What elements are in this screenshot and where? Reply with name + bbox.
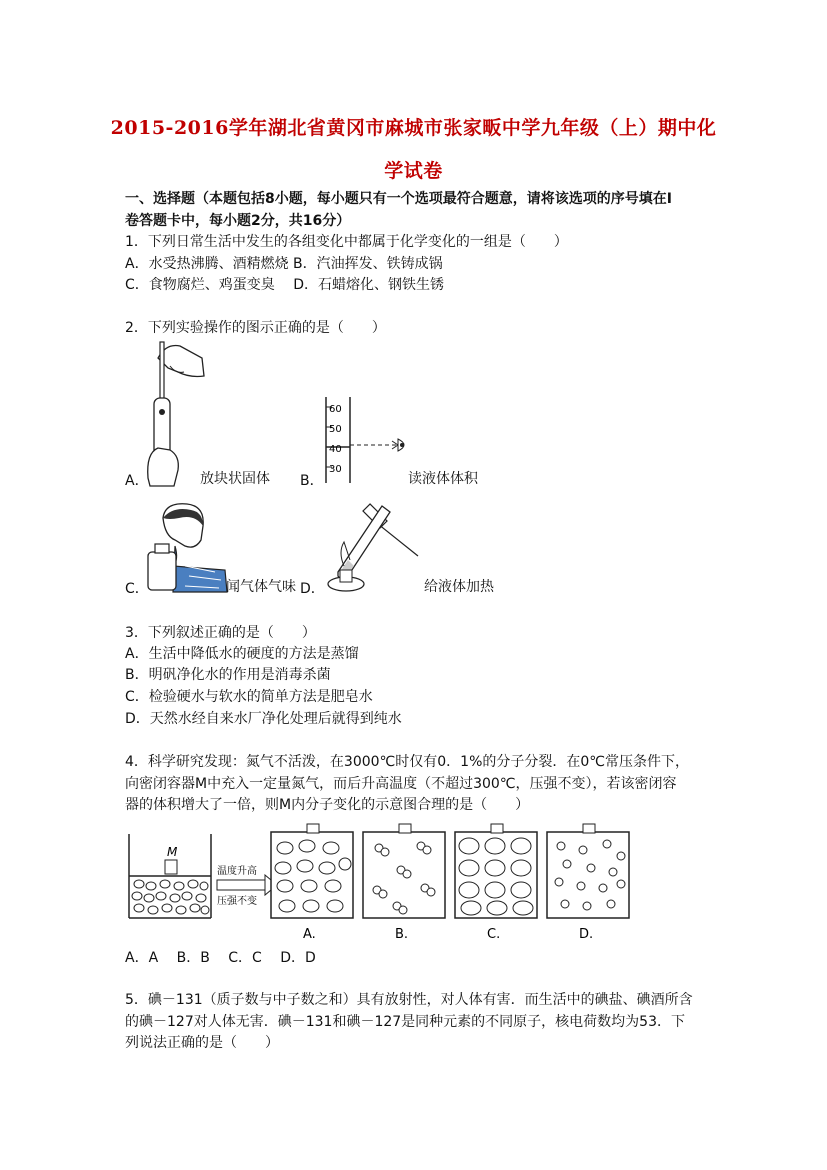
q4-stem-line2: 向密闭容器M中充入一定量氮气，而后升高温度（不超过300℃，压强不变），若该密闭容 — [125, 776, 677, 792]
q2-caption-c: 闻气体气味 — [226, 579, 296, 595]
scale-label-30: 30 — [329, 464, 342, 475]
section-heading-line2: 卷答题卡中，每小题2分，共16分） — [125, 213, 351, 229]
fig-label-c: C. — [487, 927, 501, 942]
fig-label-b: B. — [395, 927, 409, 942]
container-m-label: M — [167, 845, 178, 859]
q2-caption-b: 读液体体积 — [408, 471, 478, 487]
scale-label-50: 50 — [329, 424, 342, 435]
q3-option-d: D．天然水经自来水厂净化处理后就得到纯水 — [125, 711, 402, 727]
figure-molecule-containers — [125, 820, 645, 945]
scale-label-40: 40 — [329, 444, 342, 455]
figure-place-solid — [140, 338, 210, 488]
q2-label-a: A． — [125, 473, 149, 489]
figure-read-volume — [320, 395, 410, 485]
q5-stem-line2: 的碘－127对人体无害．碘－131和碘－127是同种元素的不同原子，核电荷数均为53．下 — [125, 1014, 685, 1030]
scale-label-60: 60 — [329, 404, 342, 415]
q2-label-b: B． — [300, 473, 324, 489]
figure-heat-liquid — [318, 496, 423, 596]
q2-caption-a: 放块状固体 — [200, 471, 270, 487]
q3-option-b: B．明矾净化水的作用是消毒杀菌 — [125, 667, 331, 683]
section-heading-line1: 一、选择题（本题包括8小题，每小题只有一个选项最符合题意，请将该选项的序号填在Ⅰ — [125, 191, 672, 207]
q5-stem-line1: 5．碘－131（质子数与中子数之和）具有放射性，对人体有害．而生活中的碘盐、碘酒所含 — [125, 992, 693, 1008]
q4-stem-line3: 器的体积增大了一倍，则M内分子变化的示意图合理的是（ ） — [125, 797, 530, 813]
q3-option-c: C．检验硬水与软水的简单方法是肥皂水 — [125, 689, 373, 705]
q2-stem: 2．下列实验操作的图示正确的是（ ） — [125, 320, 386, 336]
option-c-container — [455, 824, 537, 942]
q2-label-c: C． — [125, 581, 149, 597]
q3-stem: 3．下列叙述正确的是（ ） — [125, 625, 316, 641]
q1-stem: 1．下列日常生活中发生的各组变化中都属于化学变化的一组是（ ） — [125, 234, 568, 250]
exam-title-line2: 学试卷 — [384, 160, 443, 182]
fig-label-a: A. — [303, 927, 316, 942]
option-a-container — [271, 824, 353, 942]
fig-label-d: D. — [579, 927, 594, 942]
process-arrow — [217, 864, 277, 907]
q4-options: A．A B．B C．C D．D — [125, 950, 316, 966]
arrow-text-1: 温度升高 — [217, 866, 257, 877]
q2-caption-d: 给液体加热 — [424, 579, 494, 595]
arrow-text-2: 压强不变 — [217, 896, 257, 907]
exam-title-line1: 2015-2016学年湖北省黄冈市麻城市张家畈中学九年级（上）期中化 — [110, 117, 717, 139]
figure-smell-gas — [145, 500, 230, 595]
option-b-container — [363, 824, 445, 942]
q1-options-ab: A．水受热沸腾、酒精燃烧 B．汽油挥发、铁铸成锅 — [125, 256, 443, 272]
q3-option-a: A．生活中降低水的硬度的方法是蒸馏 — [125, 646, 359, 662]
container-m — [129, 834, 211, 918]
q2-label-d: D． — [300, 581, 325, 597]
q1-options-cd: C．食物腐烂、鸡蛋变臭 D．石蜡熔化、钢铁生锈 — [125, 277, 445, 293]
q5-stem-line3: 列说法正确的是（ ） — [125, 1035, 279, 1051]
option-d-container — [547, 824, 629, 942]
q4-stem-line1: 4．科学研究发现：氮气不活泼，在3000℃时仅有0．1%的分子分裂．在0℃常压条件下， — [125, 754, 690, 770]
